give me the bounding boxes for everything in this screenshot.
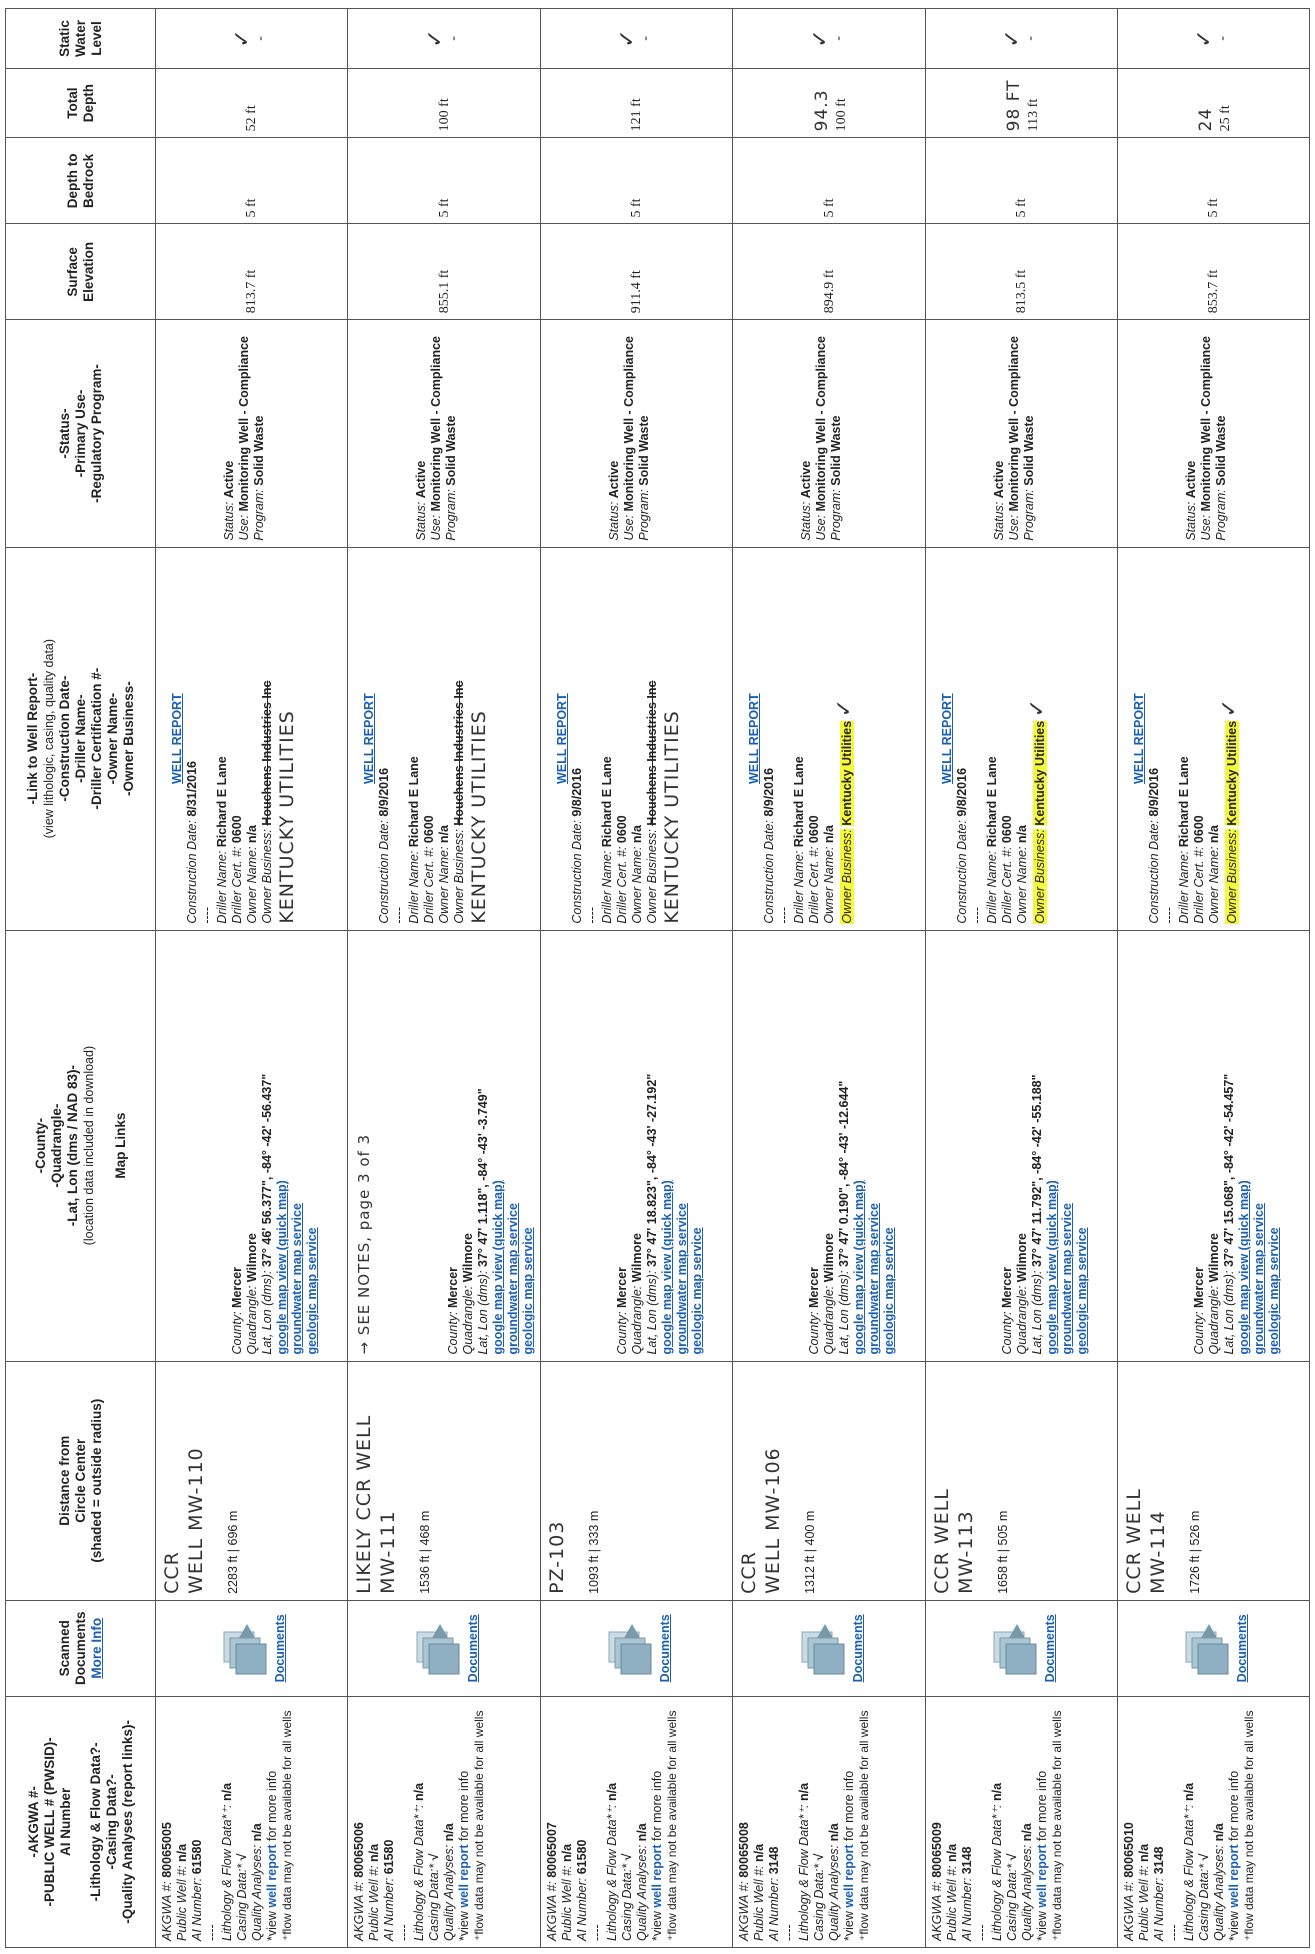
geologic-map-link[interactable]: geologic map service [1266, 1227, 1281, 1355]
header-distance: Distance from Circle Center (shaded = outside radius) [6, 1361, 156, 1600]
documents-stack-icon[interactable] [606, 1620, 652, 1676]
documents-stack-icon[interactable] [221, 1620, 267, 1676]
groundwater-map-link[interactable]: groundwater map service [290, 1203, 304, 1355]
distance-value: 1536 ft | 468 m [418, 1510, 433, 1594]
well-report-button[interactable]: WELL REPORT [939, 693, 954, 785]
geologic-map-link[interactable]: geologic map service [882, 1227, 897, 1355]
well-id-cell: AKGWA #: 80065007 Public Well #: n/a AI Number: 61580 ---- Lithology & Flow Data*⁺: n/a Casing Data:* √ Quality Analyses: n/a *view well report for more info ⁺flow data may not be available for all wells [541, 1696, 733, 1947]
distance-cell [348, 1361, 541, 1600]
handwritten-map-note [352, 937, 376, 1355]
handwritten-line: LIKELY CCR WELL [353, 1414, 376, 1594]
well-report-link[interactable]: well report [842, 1844, 857, 1908]
handwritten-well-label [352, 1368, 400, 1594]
handwritten-depth: 94.3 [811, 89, 832, 132]
distance-value: 1658 ft | 505 m [995, 1510, 1010, 1594]
documents-link[interactable]: Documents [850, 1614, 865, 1683]
location-cell: → SEE NOTES, page 3 of 3 County: Mercer Quadrangle: Wilmore Lat, Lon (dms): 37° 47' 1.118", -84° -43' -3.749" google map view (quick map) groundwater map service geologic map service [348, 930, 541, 1361]
handwritten-line: MW-111 [377, 1510, 400, 1594]
surface-elevation-cell: 894.9 ft [733, 224, 925, 320]
distance-cell [733, 1361, 925, 1600]
total-depth-cell: 24 25 ft [1117, 68, 1309, 137]
documents-link[interactable]: Documents [273, 1614, 288, 1683]
geologic-map-link[interactable]: geologic map service [690, 1227, 705, 1355]
handwritten-line: CCR [161, 1551, 183, 1594]
handwritten-line: MW-113 [954, 1510, 977, 1594]
handwritten-owner-correction: KENTUCKY UTILITIES [468, 710, 491, 924]
total-depth-cell: 100 ft [348, 68, 541, 137]
well-row [1117, 9, 1309, 1948]
location-cell: County: Mercer Quadrangle: Wilmore Lat, Lon (dms): 37° 47' 15.068", -84° -42' -54.457" google map view (quick map) groundwater map service geologic map service [1117, 930, 1309, 1361]
documents-stack-icon[interactable] [991, 1620, 1037, 1676]
well-report-button[interactable]: WELL REPORT [555, 693, 570, 785]
documents-stack-icon[interactable] [799, 1620, 845, 1676]
well-report-cell: WELL REPORT Construction Date: 8/31/2016 ---- Driller Name: Richard E Lane Driller Cert. #: 0600 Owner Name: n/a Owner Business: Houchens Industries Inc KENTUCKY UTILITIES [156, 547, 348, 930]
google-map-link[interactable]: google map view (quick map) [275, 1180, 289, 1355]
google-map-link[interactable]: google map view (quick map) [491, 1180, 506, 1355]
header-status: -Status- -Primary Use- -Regulatory Program- [6, 320, 156, 547]
header-scanned-documents: Scanned Documents More Info [6, 1600, 156, 1696]
header-well-ids: -AKGWA #- -PUBLIC WELL # (PWSID)- AI Number -Lithology & Flow Data?- -Casing Data?- -Quality Analyses (report links)- [6, 1696, 156, 1947]
well-id-cell: AKGWA #: 80065005 Public Well #: n/a AI Number: 61580 ---- Lithology & Flow Data*⁺: n/a Casing Data:* √ Quality Analyses: n/a *view well report for more info ⁺flow data may not be available for all wells [156, 1696, 348, 1947]
handwritten-checkmark: ✓ [1191, 29, 1217, 48]
handwritten-note: → SEE NOTES, page 3 of 3 [355, 1133, 374, 1355]
documents-stack-icon[interactable] [414, 1620, 460, 1676]
groundwater-map-link[interactable]: groundwater map service [867, 1203, 882, 1355]
well-id-cell: AKGWA #: 80065009 Public Well #: n/a AI Number: 3148 ---- Lithology & Flow Data*⁺: n/a Casing Data:* √ Quality Analyses: n/a *view well report for more info ⁺flow data may not be available for all wells [925, 1696, 1117, 1947]
header-row [6, 9, 156, 1948]
geologic-map-link[interactable]: geologic map service [521, 1227, 536, 1355]
handwritten-line: WELL MW-106 [762, 1447, 785, 1594]
status-cell: Status: Active Use: Monitoring Well - Compliance Program: Solid Waste [733, 320, 925, 547]
distance-cell [156, 1361, 348, 1600]
static-water-cell: ✓ - [156, 9, 348, 69]
well-report-cell: WELL REPORT Construction Date: 9/8/2016 ---- Driller Name: Richard E Lane Driller Cert. #: 0600 Owner Name: n/a Owner Business: Houchens Industries Inc KENTUCKY UTILITIES [541, 547, 733, 930]
well-row [733, 9, 925, 1948]
total-depth-cell: 52 ft [156, 68, 348, 137]
handwritten-line: CCR [738, 1551, 761, 1594]
well-report-cell: WELL REPORT Construction Date: 9/8/2016 ---- Driller Name: Richard E Lane Driller Cert. #: 0600 Owner Name: n/a Owner Business: Kentucky Utilities ✓ [925, 547, 1117, 930]
well-report-link[interactable]: well report [1226, 1844, 1241, 1908]
header-well-report: -Link to Well Report- (view lithologic, casing, quality data) -Construction Date- -Driller Name- -Driller Certification #- -Owner Name- -Owner Business- [6, 547, 156, 930]
well-report-link[interactable]: well report [650, 1844, 665, 1908]
header-depth-bedrock: Depth to Bedrock [6, 138, 156, 224]
google-map-link[interactable]: google map view (quick map) [852, 1180, 867, 1355]
well-report-cell: WELL REPORT Construction Date: 8/9/2016 ---- Driller Name: Richard E Lane Driller Cert. #: 0600 Owner Name: n/a Owner Business: Houchens Industries Inc KENTUCKY UTILITIES [348, 547, 541, 930]
handwritten-checkmark: ✓ [422, 29, 448, 48]
well-report-button[interactable]: WELL REPORT [747, 693, 762, 785]
location-cell: County: Mercer Quadrangle: Wilmore Lat, Lon (dms): 37° 47' 11.792", -84° -42' -55.188" google map view (quick map) groundwater map service geologic map service [925, 930, 1117, 1361]
handwritten-depth: 24 [1195, 107, 1216, 132]
static-water-cell: ✓ - [925, 9, 1117, 69]
handwritten-well-label [545, 1368, 569, 1594]
groundwater-map-link[interactable]: groundwater map service [506, 1203, 521, 1355]
handwritten-checkmark: ✓ [230, 29, 256, 48]
location-cell: County: Mercer Quadrangle: Wilmore Lat, Lon (dms): 37° 46' 56.377", -84° -42' -56.437" google map view (quick map) groundwater map service geologic map service [156, 930, 348, 1361]
well-report-button[interactable]: WELL REPORT [1131, 693, 1146, 785]
well-row [156, 9, 348, 1948]
google-map-link[interactable]: google map view (quick map) [660, 1180, 675, 1355]
total-depth-cell: 94.3 100 ft [733, 68, 925, 137]
groundwater-map-link[interactable]: groundwater map service [1059, 1203, 1074, 1355]
well-report-link[interactable]: well report [265, 1844, 279, 1908]
depth-bedrock-cell: 5 ft [733, 138, 925, 224]
status-cell: Status: Active Use: Monitoring Well - Compliance Program: Solid Waste [156, 320, 348, 547]
well-report-cell: WELL REPORT Construction Date: 8/9/2016 ---- Driller Name: Richard E Lane Driller Cert. #: 0600 Owner Name: n/a Owner Business: Kentucky Utilities ✓ [1117, 547, 1309, 930]
well-id-cell: AKGWA #: 80065010 Public Well #: n/a AI Number: 3148 ---- Lithology & Flow Data*⁺: n/a Casing Data:* √ Quality Analyses: n/a *view well report for more info ⁺flow data may not be available for all wells [1117, 1696, 1309, 1947]
depth-bedrock-cell: 5 ft [156, 138, 348, 224]
documents-cell [541, 1600, 733, 1696]
groundwater-map-link[interactable]: groundwater map service [675, 1203, 690, 1355]
static-water-cell: ✓ - [348, 9, 541, 69]
well-results-table [5, 8, 1310, 1948]
distance-value: 1093 ft | 333 m [587, 1510, 602, 1594]
status-cell: Status: Active Use: Monitoring Well - Compliance Program: Solid Waste [541, 320, 733, 547]
header-surface-elevation: Surface Elevation [6, 224, 156, 320]
handwritten-line: WELL MW-110 [185, 1447, 207, 1594]
total-depth-cell: 121 ft [541, 68, 733, 137]
header-static-water: Static Water Level [6, 9, 156, 69]
handwritten-owner-correction: KENTUCKY UTILITIES [276, 710, 298, 924]
distance-value: 1726 ft | 526 m [1187, 1510, 1202, 1594]
handwritten-line: CCR WELL [1122, 1488, 1145, 1594]
surface-elevation-cell: 813.7 ft [156, 224, 348, 320]
documents-cell [733, 1600, 925, 1696]
documents-link[interactable]: Documents [465, 1614, 480, 1683]
geologic-map-link[interactable]: geologic map service [1074, 1227, 1089, 1355]
distance-cell [541, 1361, 733, 1600]
handwritten-line: CCR WELL [930, 1488, 953, 1594]
handwritten-well-label [930, 1368, 978, 1594]
distance-value: 1312 ft | 400 m [803, 1510, 818, 1594]
handwritten-well-label [160, 1368, 208, 1594]
google-map-link[interactable]: google map view (quick map) [1044, 1180, 1059, 1355]
header-location: -County- -Quadrangle- -Lat, Lon (dms / NAD 83)- (location data included in download) Map Links [6, 930, 156, 1361]
static-water-cell: ✓ - [541, 9, 733, 69]
documents-link[interactable]: Documents [658, 1614, 673, 1683]
handwritten-well-label [737, 1368, 785, 1594]
handwritten-checkmark: ✓ [615, 29, 641, 48]
geologic-map-link[interactable]: geologic map service [305, 1227, 319, 1355]
groundwater-map-link[interactable]: groundwater map service [1251, 1203, 1266, 1355]
distance-cell [1117, 1361, 1309, 1600]
well-id-cell: AKGWA #: 80065008 Public Well #: n/a AI Number: 3148 ---- Lithology & Flow Data*⁺: n/a Casing Data:* √ Quality Analyses: n/a *view well report for more info ⁺flow data may not be available for all wells [733, 1696, 925, 1947]
distance-value: 2283 ft | 696 m [226, 1510, 240, 1594]
surface-elevation-cell: 855.1 ft [348, 224, 541, 320]
depth-bedrock-cell: 5 ft [925, 138, 1117, 224]
surface-elevation-cell: 813.5 ft [925, 224, 1117, 320]
well-row [541, 9, 733, 1948]
documents-cell [156, 1600, 348, 1696]
well-report-cell: WELL REPORT Construction Date: 8/9/2016 ---- Driller Name: Richard E Lane Driller Cert. #: 0600 Owner Name: n/a Owner Business: Kentucky Utilities ✓ [733, 547, 925, 930]
distance-cell [925, 1361, 1117, 1600]
handwritten-depth: 98 FT [1003, 79, 1024, 132]
static-water-cell: ✓ - [733, 9, 925, 69]
status-cell: Status: Active Use: Monitoring Well - Compliance Program: Solid Waste [348, 320, 541, 547]
total-depth-cell: 98 FT 113 ft [925, 68, 1117, 137]
well-row [925, 9, 1117, 1948]
well-report-link[interactable]: well report [457, 1844, 472, 1908]
status-cell: Status: Active Use: Monitoring Well - Compliance Program: Solid Waste [925, 320, 1117, 547]
depth-bedrock-cell: 5 ft [348, 138, 541, 224]
handwritten-line: PZ-103 [546, 1520, 569, 1594]
handwritten-checkmark: ✓ [832, 698, 858, 718]
documents-link[interactable]: Documents [1042, 1614, 1057, 1683]
well-report-link[interactable]: well report [1034, 1844, 1049, 1908]
static-water-cell: ✓ - [1117, 9, 1309, 69]
documents-cell [348, 1600, 541, 1696]
well-report-button[interactable]: WELL REPORT [170, 693, 184, 785]
location-cell: County: Mercer Quadrangle: Wilmore Lat, Lon (dms): 37° 47' 18.823", -84° -43' -27.192" google map view (quick map) groundwater map service geologic map service [541, 930, 733, 1361]
location-cell: County: Mercer Quadrangle: Wilmore Lat, Lon (dms): 37° 47' 0.190", -84° -43' -12.644" google map view (quick map) groundwater map service geologic map service [733, 930, 925, 1361]
google-map-link[interactable]: google map view (quick map) [1236, 1180, 1251, 1355]
handwritten-line: MW-114 [1146, 1510, 1169, 1594]
handwritten-checkmark: ✓ [1024, 698, 1050, 718]
documents-link[interactable]: Documents [1234, 1614, 1249, 1683]
well-report-button[interactable]: WELL REPORT [362, 693, 377, 785]
depth-bedrock-cell: 5 ft [1117, 138, 1309, 224]
documents-cell [1117, 1600, 1309, 1696]
header-total-depth: Total Depth [6, 68, 156, 137]
depth-bedrock-cell: 5 ft [541, 138, 733, 224]
well-id-cell: AKGWA #: 80065006 Public Well #: n/a AI Number: 61580 ---- Lithology & Flow Data*⁺: n/a Casing Data:* √ Quality Analyses: n/a *view well report for more info ⁺flow data may not be available for all wells [348, 1696, 541, 1947]
handwritten-checkmark: ✓ [1216, 698, 1242, 718]
documents-stack-icon[interactable] [1183, 1620, 1229, 1676]
handwritten-well-label [1122, 1368, 1170, 1594]
documents-cell [925, 1600, 1117, 1696]
surface-elevation-cell: 911.4 ft [541, 224, 733, 320]
well-row [348, 9, 541, 1948]
more-info-link[interactable]: More Info [88, 1617, 104, 1679]
handwritten-owner-correction: KENTUCKY UTILITIES [661, 710, 684, 924]
handwritten-checkmark: ✓ [999, 29, 1025, 48]
status-cell: Status: Active Use: Monitoring Well - Compliance Program: Solid Waste [1117, 320, 1309, 547]
handwritten-checkmark: ✓ [807, 29, 833, 48]
surface-elevation-cell: 853.7 ft [1117, 224, 1309, 320]
